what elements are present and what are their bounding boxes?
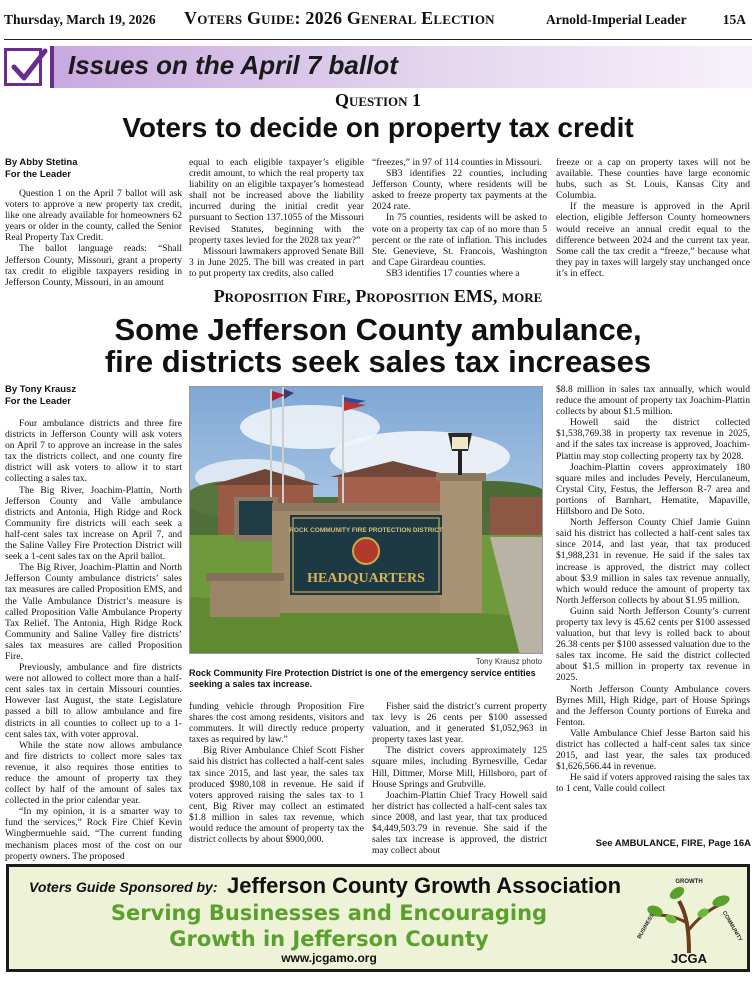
story2-column-2 [189,701,364,845]
story1-headline: Voters to decide on property tax credit [122,112,634,143]
sponsor-slogan-line1: Serving Businesses and Encouraging [110,901,548,925]
paragraph: funding vehicle through Proposition Fire shares the cost among residents, visitors and commuters. It will directly reduce property taxes as required by law.” [189,701,364,746]
jump-line: See AMBULANCE, FIRE, Page 16A [595,838,751,849]
logo-text: JCGA [670,951,708,966]
sponsor-name: Jefferson County Growth Association [227,873,622,898]
paragraph: Joachim-Plattin Chief Tracy Howell said her district has collected a half-cent sales tax since 2008, and last year, that tax produced $4,449,503.79 in revenue. She said if the sales tax increase is approved, the district may collect about [372,789,547,857]
paragraph: The Big River, Joachim-Plattin, North Jefferson County and Valle ambulance districts and Antonia, High Ridge and Rock Community fire districts will each seek a half-cent sales tax increase on April 7, and the Saline Valley Fire Protection District will seek a 1-cent sales tax on the April ballot. [5,484,182,563]
story2-affiliation: For the Leader [5,396,71,407]
story2-byline [5,384,183,408]
logo-ring-text: GROWTH [675,879,703,885]
story1-byline [5,157,183,181]
paragraph: If the measure is approved in the April election, eligible Jefferson County homeowners would receive an annual credit equal to the difference between 2024 and the current tax year. Some call the tax credit a “freeze,” because what they pay in taxes will largely stay unchanged once it’s in effect. [556,201,750,279]
story1-column-2 [189,157,364,279]
paragraph: “In my opinion, it is a smarter way to fund the services,” Rock Fire Chief Kevin Wingbermuehle said. “The current funding mechanism places most of the cost on our property owners. The proposed [5,806,182,862]
sponsor-lead: Voters Guide Sponsored by: [29,879,218,895]
paragraph: Valle Ambulance Chief Jesse Barton said his district has collected a half-cent sales tax since 2015, and last year, the sales tax produced $1,626,566.44 in revenue. [556,727,750,773]
photo-caption: Rock Community Fire Protection District is one of the emergency service entities seeking a sales tax increase. [189,668,536,689]
sponsor-slogan-line2: Growth in Jefferson County [169,927,489,951]
paragraph: freeze or a cap on property taxes will not be available. These counties have large economic hubs, such as St. Louis, Kansas City and Columbia. [556,157,750,202]
story1-affiliation: For the Leader [5,169,71,180]
paragraph: Joachim-Plattin covers approximately 180 square miles and includes Pevely, Herculaneum, Crystal City, Festus, the Jefferson R-7 area and portions of Barnhart, Hematite, Mapaville, Hillsboro and De Soto. [556,461,750,518]
paragraph: The Big River, Joachim-Plattin and North Jefferson County ambulance districts’ sales tax measures are called Proposition EMS, and the Valle Ambulance District’s measure is called Proposition Valle Ambulance Property Tax Relief. The Antonia, High Ridge Rock Community and Saline Valley fire districts’ sales tax measures are called Proposition Fire. [5,562,182,662]
story2-headline-line2: fire districts seek sales tax increases [104,344,652,379]
story1-column-3 [372,157,547,279]
section-title: Voters Guide: 2026 General Election [184,8,495,28]
paragraph: While the state now allows ambulance and fire districts to collect more sales tax revenue, it also requires those entities to reduce the amount of property tax they collect by half of the amount of sales tax collected in the prior calendar year. [5,739,182,807]
paragraph: equal to each eligible taxpayer’s eligible credit amount, to which the real property tax liability on an eligible taxpayer’s homestead shall not be increased above the liability incurred during the initial credit year pursuant to Section 137.1055 of the Missouri Revised Statutes, beginning with the property taxes levied for the 2028 tax year?” [189,157,364,246]
paragraph: In 75 counties, residents will be asked to vote on a property tax cap of no more than 5 percent or the rate of inflation. This includes Ste. Genevieve, St. Francois, Washington and Cape Girardeau counties. [372,212,547,268]
checkbox-icon [4,48,42,86]
story2-headline-line1: Some Jefferson County ambulance, [114,312,642,347]
paragraph: The district covers approximately 125 square miles, including Byrnesville, Cedar Hill, Dittmer, Morse Mill, Hillsboro, part of House Springs and Grubville. [372,745,547,790]
photo-credit: Tony Krausz photo [475,657,542,666]
paragraph: Four ambulance districts and three fire districts in Jefferson County will ask voters on April 7 to approve an increase in the sales tax the districts collect, and one county fire district will ask voters to allow it to start collecting a sales tax. [5,418,182,485]
story2-kicker: Proposition Fire, Proposition EMS, more [213,286,543,306]
banner-bar [50,46,752,88]
paragraph: North Jefferson County Ambulance covers Byrnes Mill, High Ridge, part of House Springs and the Jefferson County portions of Eureka and Fenton. [556,683,750,728]
story1-column-1 [5,188,182,288]
paragraph: Previously, ambulance and fire districts were not allowed to collect more than a half-cent sales tax in certain Missouri counties. However last August, the state Legislature passed a bill to allow ambulance and fire districts in all counties to collect up to a 1-cent sales tax, with voter approval. [5,662,182,740]
sign-line-1: ROCK COMMUNITY FIRE PROTECTION DISTRICT [289,527,443,534]
newspaper-name: Arnold-Imperial Leader [546,12,687,27]
story2-headline [4,314,752,378]
page-header [4,6,752,40]
story2-column-1 [5,418,182,862]
page-number: 15A [722,12,746,27]
story1-author: By Abby Stetina [5,157,78,168]
paragraph: North Jefferson County Chief Jamie Guinn said his district has collected a half-cent sales tax since 2014, and last year, that tax produced $1,988,231 in revenue. He said if the sales tax increase is approved, the district may collect about $3.9 million in sales tax revenue annually, which would reduce the amount of property tax North Jefferson collects by about $1.95 million. [556,517,750,606]
sponsor-box [6,864,750,972]
story2-author: By Tony Krausz [5,384,77,395]
story2-column-4 [556,384,750,794]
paragraph: “freezes,” in 97 of 114 counties in Missouri. [372,157,542,168]
paragraph: Fisher said the district’s current property tax levy is 26 cents per $100 assessed valuation, and it generated $1,052,963 in property taxes last year. [372,701,547,746]
story1-column-4 [556,157,750,279]
story2-column-3 [372,701,547,856]
logo-ring-text: BUSINESS [636,912,656,941]
sign-line-2: HEADQUARTERS [307,571,425,586]
banner-text: Issues on the April 7 ballot [68,50,398,80]
section-banner [4,46,752,88]
paragraph: Big River Ambulance Chief Scott Fisher said his district has collected a half-cent sales tax since 2015, and last year, the sales tax produced $980,108 in revenue. He said if voters approved raising the sales tax to 1 cent, Big River may collect an estimated $1.8 million in sales tax revenue, which would reduce the amount of property tax the district collects by about $900,000. [189,745,364,846]
paragraph: Howell said the district collected $1,538,769.38 in property tax revenue in 2025, and if the sales tax increase is approved, Joachim-Plattin may stop collecting property tax by 2028. [556,417,750,462]
paragraph: The ballot language reads: “Shall Jefferson County, Missouri, grant a property tax credit to eligible taxpayers residing in Jefferson County, Missouri, in an amount [5,243,182,288]
paragraph: He said if voters approved raising the sales tax to 1 cent, Valle could collect [556,772,750,795]
paragraph: Guinn said North Jefferson County’s current property tax levy is 45.62 cents per $100 assessed valuation, but that levy is rolled back to about 26.38 cents per $100 assessed valuation due to the sales tax income. He said the district collected about $1.5 million in property tax revenue in 2025. [556,605,750,684]
paragraph: Question 1 on the April 7 ballot will ask voters to approve a new property tax credit, like one already available for homeowners 62 years or older in the county, called the Senior Real Property Tax Credit. [5,188,182,244]
issue-date: Thursday, March 19, 2026 [4,12,156,27]
paragraph: Missouri lawmakers approved Senate Bill 3 in June 2025. The bill was created in part to put property tax credits, also called [189,245,364,279]
story1-kicker: Question 1 [334,90,422,110]
paragraph: SB3 identifies 17 counties where a [386,267,520,279]
logo-ring-text: COMMUNITY [720,910,743,943]
paragraph: SB3 identifies 22 counties, including Jefferson County, where residents will be asked to freeze property tax payments at the 2024 rate. [372,168,547,213]
news-photo [189,386,543,654]
sponsor-url[interactable]: www.jcgamo.org [281,951,377,965]
paragraph: $8.8 million in sales tax annually, which would reduce the amount of property tax Joachim-Plattin collects by about $1.5 million. [556,384,750,418]
